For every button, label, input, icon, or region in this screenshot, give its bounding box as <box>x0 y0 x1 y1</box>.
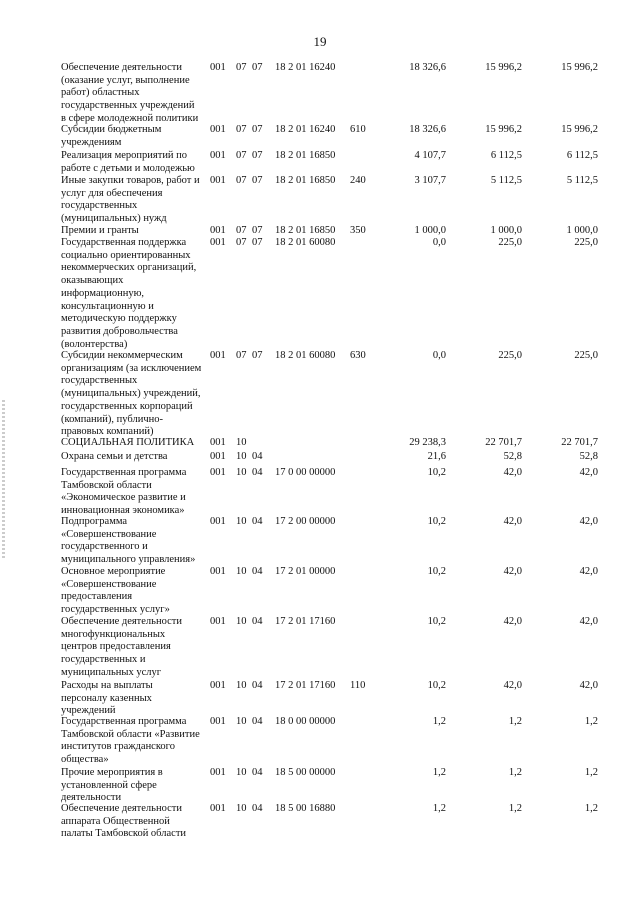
row-name-line: оказывающих <box>61 275 124 287</box>
cell-ministry-code: 001 <box>210 62 226 73</box>
cell-section-code: 10 <box>236 437 247 448</box>
cell-amount-year-3: 22 701,7 <box>561 437 598 448</box>
row-name-line: общества» <box>61 754 109 766</box>
row-name-line: Субсидии некоммерческим <box>61 350 183 361</box>
cell-amount-year-3: 1,2 <box>584 803 598 814</box>
cell-target-article: 18 2 01 60080 <box>275 237 336 248</box>
cell-amount-year-1: 21,6 <box>427 451 446 462</box>
cell-expense-type: 350 <box>350 225 366 236</box>
row-name <box>61 350 209 439</box>
row-name <box>61 175 209 226</box>
row-name <box>61 616 209 680</box>
cell-section-code: 10 <box>236 566 247 577</box>
row-name-line: (муниципальных) нужд <box>61 213 167 225</box>
cell-section-code: 07 <box>236 150 247 161</box>
row-name-line: (оказание услуг, выполнение <box>61 74 190 86</box>
cell-subsection-code: 04 <box>252 467 263 478</box>
cell-ministry-code: 001 <box>210 566 226 577</box>
cell-target-article: 17 2 01 00000 <box>275 566 336 577</box>
cell-section-code: 07 <box>236 124 247 135</box>
cell-amount-year-2: 42,0 <box>503 467 522 478</box>
cell-amount-year-1: 4 107,7 <box>414 150 446 161</box>
row-name-line: (компаний), публично- <box>61 413 163 425</box>
row-name-line: институтов гражданского <box>61 741 175 753</box>
cell-target-article: 18 2 01 16850 <box>275 150 336 161</box>
row-name-line: работе с детьми и молодежью <box>61 162 195 174</box>
cell-amount-year-3: 6 112,5 <box>566 150 598 161</box>
cell-amount-year-1: 18 326,6 <box>409 124 446 135</box>
cell-subsection-code: 04 <box>252 566 263 577</box>
row-name-line: учреждениям <box>61 136 122 148</box>
row-name <box>61 716 209 767</box>
row-name-line: аппарата Общественной <box>61 815 170 827</box>
cell-target-article: 17 0 00 00000 <box>275 467 336 478</box>
cell-amount-year-2: 42,0 <box>503 680 522 691</box>
cell-section-code: 10 <box>236 516 247 527</box>
row-name-line: государственных услуг» <box>61 604 170 616</box>
row-name-line: некоммерческих организаций, <box>61 262 197 274</box>
row-name-line: Обеспечение деятельности <box>61 803 182 814</box>
row-name-line: Подпрограмма <box>61 516 128 527</box>
row-name-line: «Совершенствование <box>61 528 157 540</box>
cell-expense-type: 610 <box>350 124 366 135</box>
row-name-line: установленной сфере <box>61 779 157 791</box>
cell-subsection-code: 04 <box>252 451 263 462</box>
row-name <box>61 225 209 238</box>
row-name-line: СОЦИАЛЬНАЯ ПОЛИТИКА <box>61 437 195 448</box>
cell-amount-year-1: 0,0 <box>432 237 446 248</box>
cell-amount-year-3: 42,0 <box>579 516 598 527</box>
row-name-line: услуг для обеспечения <box>61 187 163 199</box>
cell-subsection-code: 04 <box>252 616 263 627</box>
row-name-line: государственных <box>61 375 138 387</box>
row-name-line: государственных <box>61 200 138 212</box>
row-name-line: Тамбовской области <box>61 479 152 491</box>
cell-section-code: 10 <box>236 467 247 478</box>
cell-ministry-code: 001 <box>210 225 226 236</box>
cell-amount-year-1: 1,2 <box>432 803 446 814</box>
cell-section-code: 10 <box>236 767 247 778</box>
cell-amount-year-2: 42,0 <box>503 616 522 627</box>
cell-amount-year-2: 42,0 <box>503 566 522 577</box>
row-name-line: Премии и гранты <box>61 225 139 236</box>
cell-section-code: 10 <box>236 451 247 462</box>
row-name-line: методическую поддержку <box>61 313 177 325</box>
cell-ministry-code: 001 <box>210 124 226 135</box>
row-name-line: центров предоставления <box>61 641 171 653</box>
row-name-line: учреждений <box>61 705 116 717</box>
cell-ministry-code: 001 <box>210 767 226 778</box>
cell-ministry-code: 001 <box>210 803 226 814</box>
cell-amount-year-1: 10,2 <box>427 516 446 527</box>
row-name-line: правовых компаний) <box>61 426 154 438</box>
cell-section-code: 07 <box>236 350 247 361</box>
cell-amount-year-2: 42,0 <box>503 516 522 527</box>
cell-subsection-code: 04 <box>252 767 263 778</box>
row-name <box>61 451 209 464</box>
row-name <box>61 566 209 617</box>
row-name-line: деятельности <box>61 792 122 804</box>
cell-section-code: 07 <box>236 225 247 236</box>
row-name-line: Тамбовской области «Развитие <box>61 728 200 740</box>
cell-amount-year-2: 225,0 <box>498 350 522 361</box>
cell-ministry-code: 001 <box>210 150 226 161</box>
row-name <box>61 767 209 805</box>
cell-subsection-code: 04 <box>252 680 263 691</box>
cell-subsection-code: 07 <box>252 225 263 236</box>
cell-amount-year-2: 1,2 <box>508 803 522 814</box>
cell-ministry-code: 001 <box>210 437 226 448</box>
row-name-line: предоставления <box>61 591 133 603</box>
cell-amount-year-2: 15 996,2 <box>485 62 522 73</box>
cell-subsection-code: 07 <box>252 237 263 248</box>
cell-target-article: 18 0 00 00000 <box>275 716 336 727</box>
cell-amount-year-2: 1,2 <box>508 716 522 727</box>
cell-target-article: 18 2 01 16850 <box>275 175 336 186</box>
row-name <box>61 516 209 567</box>
cell-ministry-code: 001 <box>210 680 226 691</box>
cell-ministry-code: 001 <box>210 451 226 462</box>
cell-subsection-code: 07 <box>252 124 263 135</box>
row-name-line: консультационную и <box>61 300 154 312</box>
cell-target-article: 17 2 01 17160 <box>275 680 336 691</box>
row-name-line: Обеспечение деятельности <box>61 62 182 73</box>
cell-section-code: 10 <box>236 616 247 627</box>
row-name-line: (муниципальных) учреждений, <box>61 388 201 400</box>
cell-amount-year-3: 225,0 <box>574 350 598 361</box>
cell-amount-year-1: 10,2 <box>427 616 446 627</box>
cell-section-code: 10 <box>236 716 247 727</box>
row-name-line: Прочие мероприятия в <box>61 767 163 778</box>
row-name-line: Основное мероприятие <box>61 566 166 577</box>
cell-amount-year-1: 10,2 <box>427 566 446 577</box>
row-name-line: Обеспечение деятельности <box>61 616 182 627</box>
row-name-line: информационную, <box>61 287 145 299</box>
cell-amount-year-2: 5 112,5 <box>490 175 522 186</box>
row-name-line: Охрана семьи и детства <box>61 451 168 462</box>
cell-target-article: 18 2 01 16240 <box>275 124 336 135</box>
cell-amount-year-3: 1,2 <box>584 716 598 727</box>
row-name-line: государственных и <box>61 654 146 666</box>
cell-amount-year-2: 1,2 <box>508 767 522 778</box>
row-name-line: Государственная программа <box>61 467 187 478</box>
cell-section-code: 07 <box>236 237 247 248</box>
row-name-line: палаты Тамбовской области <box>61 828 187 840</box>
row-name-line: муниципального управления» <box>61 554 196 566</box>
cell-amount-year-1: 1,2 <box>432 767 446 778</box>
row-name-line: «Экономическое развитие и <box>61 492 186 504</box>
row-name-line: «Совершенствование <box>61 578 157 590</box>
row-name-line: Государственная программа <box>61 716 187 727</box>
cell-subsection-code: 07 <box>252 175 263 186</box>
row-name <box>61 150 209 175</box>
cell-subsection-code: 07 <box>252 150 263 161</box>
cell-section-code: 07 <box>236 175 247 186</box>
row-name <box>61 124 209 149</box>
cell-ministry-code: 001 <box>210 467 226 478</box>
row-name-line: работ) областных <box>61 87 140 99</box>
row-name-line: в сфере молодежной политики <box>61 112 199 124</box>
cell-target-article: 18 5 00 16880 <box>275 803 336 814</box>
cell-amount-year-3: 1,2 <box>584 767 598 778</box>
cell-amount-year-1: 10,2 <box>427 467 446 478</box>
cell-amount-year-3: 42,0 <box>579 680 598 691</box>
cell-amount-year-3: 15 996,2 <box>561 124 598 135</box>
cell-ministry-code: 001 <box>210 350 226 361</box>
cell-amount-year-2: 225,0 <box>498 237 522 248</box>
row-name-line: Реализация мероприятий по <box>61 150 188 161</box>
cell-amount-year-1: 1,2 <box>432 716 446 727</box>
row-name-line: развития добровольчества <box>61 325 178 337</box>
cell-expense-type: 240 <box>350 175 366 186</box>
cell-amount-year-2: 6 112,5 <box>490 150 522 161</box>
row-name <box>61 680 209 718</box>
row-name-line: государственных корпораций <box>61 400 193 412</box>
cell-subsection-code: 07 <box>252 62 263 73</box>
cell-subsection-code: 07 <box>252 350 263 361</box>
cell-amount-year-1: 1 000,0 <box>414 225 446 236</box>
cell-target-article: 17 2 01 17160 <box>275 616 336 627</box>
cell-amount-year-2: 52,8 <box>503 451 522 462</box>
row-name <box>61 437 209 450</box>
cell-subsection-code: 04 <box>252 516 263 527</box>
row-name-line: государственных учреждений <box>61 100 195 112</box>
cell-target-article: 18 5 00 00000 <box>275 767 336 778</box>
row-name-line: (волонтерства) <box>61 338 128 350</box>
cell-amount-year-1: 18 326,6 <box>409 62 446 73</box>
cell-amount-year-1: 29 238,3 <box>409 437 446 448</box>
cell-section-code: 10 <box>236 803 247 814</box>
cell-expense-type: 110 <box>350 680 366 691</box>
cell-subsection-code: 04 <box>252 803 263 814</box>
row-name-line: инновационная экономика» <box>61 505 185 517</box>
row-name-line: государственного и <box>61 541 148 553</box>
cell-amount-year-2: 15 996,2 <box>485 124 522 135</box>
cell-amount-year-3: 5 112,5 <box>566 175 598 186</box>
cell-target-article: 18 2 01 16850 <box>275 225 336 236</box>
cell-amount-year-3: 15 996,2 <box>561 62 598 73</box>
row-name-line: многофункциональных <box>61 628 166 640</box>
cell-ministry-code: 001 <box>210 237 226 248</box>
cell-target-article: 18 2 01 60080 <box>275 350 336 361</box>
cell-ministry-code: 001 <box>210 516 226 527</box>
cell-amount-year-1: 10,2 <box>427 680 446 691</box>
cell-amount-year-1: 3 107,7 <box>414 175 446 186</box>
cell-amount-year-3: 225,0 <box>574 237 598 248</box>
cell-ministry-code: 001 <box>210 175 226 186</box>
row-name-line: организациям (за исключением <box>61 362 202 374</box>
page-number: 19 <box>313 34 327 49</box>
row-name-line: муниципальных услуг <box>61 666 162 678</box>
row-name <box>61 803 209 841</box>
cell-amount-year-2: 22 701,7 <box>485 437 522 448</box>
cell-amount-year-3: 42,0 <box>579 566 598 577</box>
cell-subsection-code: 04 <box>252 716 263 727</box>
row-name-line: Государственная поддержка <box>61 237 187 248</box>
cell-amount-year-1: 0,0 <box>432 350 446 361</box>
cell-target-article: 18 2 01 16240 <box>275 62 336 73</box>
cell-ministry-code: 001 <box>210 716 226 727</box>
row-name-line: Иные закупки товаров, работ и <box>61 175 200 186</box>
cell-amount-year-3: 42,0 <box>579 616 598 627</box>
row-name-line: социально ориентированных <box>61 249 191 261</box>
cell-section-code: 10 <box>236 680 247 691</box>
row-name <box>61 467 209 518</box>
row-name-line: Расходы на выплаты <box>61 680 153 691</box>
cell-section-code: 07 <box>236 62 247 73</box>
cell-expense-type: 630 <box>350 350 366 361</box>
cell-ministry-code: 001 <box>210 616 226 627</box>
cell-target-article: 17 2 00 00000 <box>275 516 336 527</box>
row-name-line: Субсидии бюджетным <box>61 124 162 135</box>
cell-amount-year-2: 1 000,0 <box>490 225 522 236</box>
cell-amount-year-3: 1 000,0 <box>566 225 598 236</box>
row-name <box>61 237 209 351</box>
row-name <box>61 62 209 126</box>
cell-amount-year-3: 52,8 <box>579 451 598 462</box>
cell-amount-year-3: 42,0 <box>579 467 598 478</box>
row-name-line: персоналу казенных <box>61 692 152 704</box>
